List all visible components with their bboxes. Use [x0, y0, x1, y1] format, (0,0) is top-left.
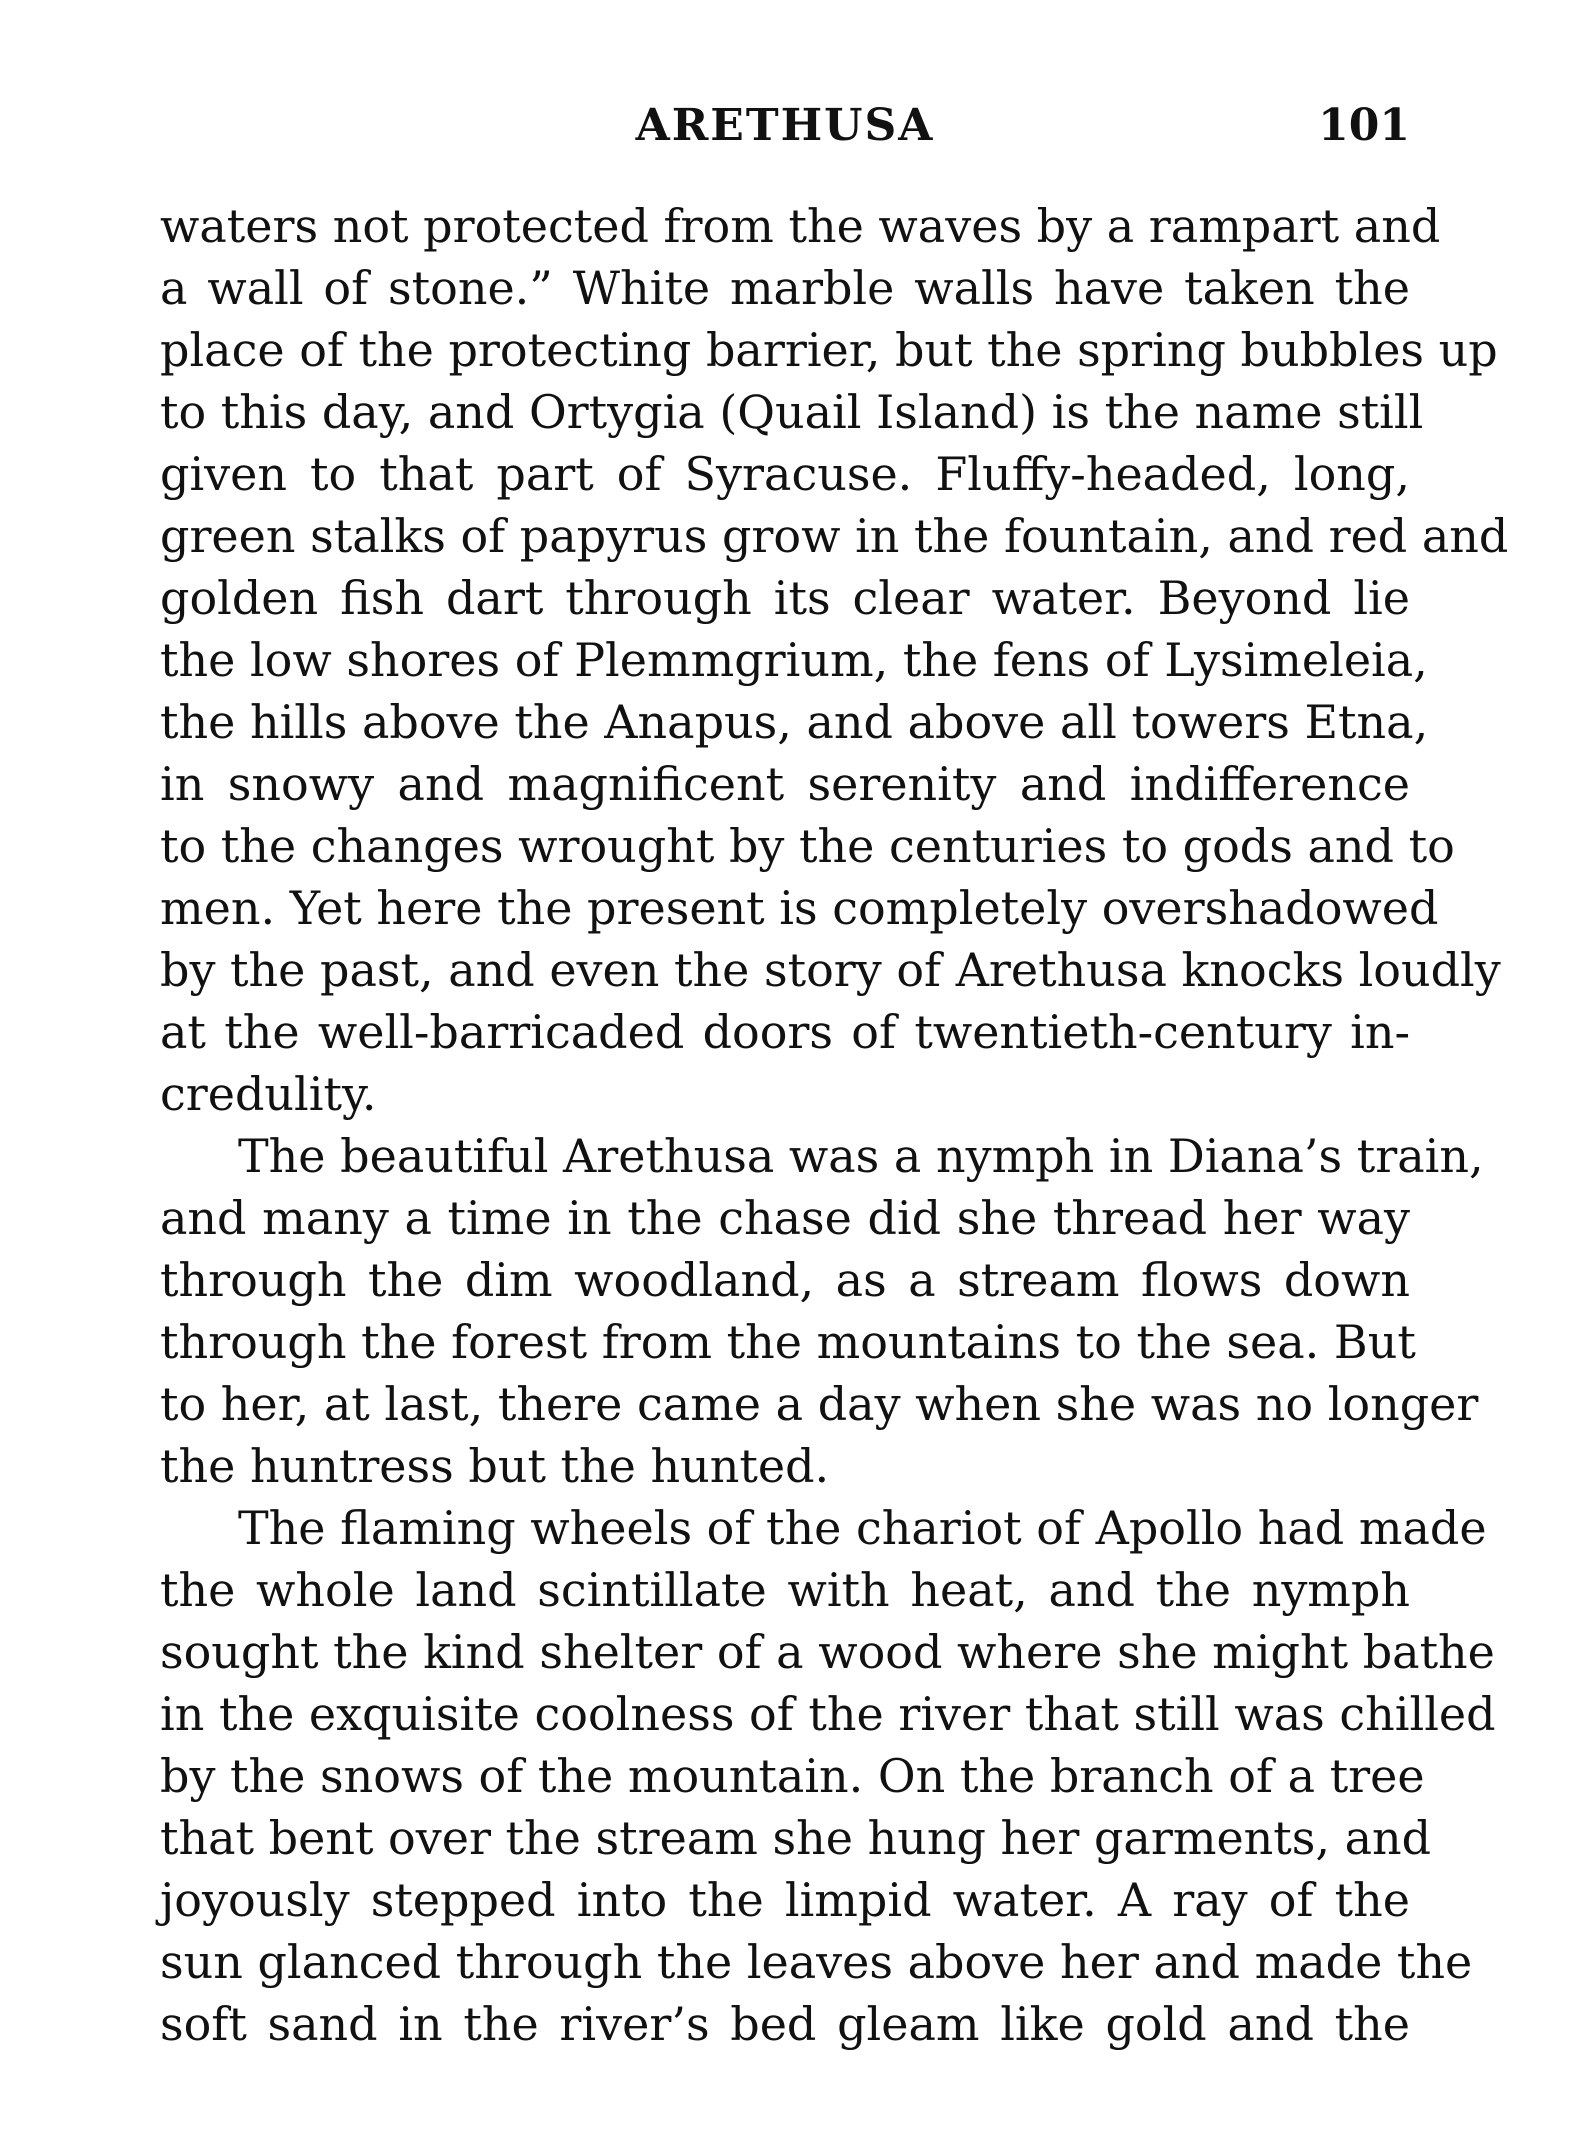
text-line: to her, at last, there came a day when she was no longer — [160, 1377, 1479, 1431]
text-line: soft sand in the river’s bed gleam like gold and the — [160, 1997, 1410, 2051]
running-title: ARETHUSA — [635, 100, 935, 151]
running-head — [160, 100, 1410, 160]
paragraph — [160, 1125, 1484, 1497]
text-line: The flaming wheels of the chariot of Apollo had made — [238, 1501, 1487, 1555]
text-line: through the dim woodland, as a stream flows down — [160, 1253, 1410, 1307]
text-line: credulity. — [160, 1067, 377, 1121]
text-line: The beautiful Arethusa was a nymph in Diana’s train, — [238, 1129, 1484, 1183]
text-line: through the forest from the mountains to the sea. But — [160, 1315, 1416, 1369]
text-line: joyously stepped into the limpid water. A ray of the — [160, 1873, 1410, 1927]
text-line: in snowy and magnificent serenity and indifference — [160, 757, 1410, 811]
text-line: at the well-barricaded doors of twentieth-century in- — [160, 1005, 1410, 1059]
page-number: 101 — [1318, 100, 1410, 151]
text-line: sun glanced through the leaves above her and made the — [160, 1935, 1473, 1989]
text-line: given to that part of Syracuse. Fluffy-headed, long, — [160, 447, 1410, 501]
text-line: the whole land scintillate with heat, and the nymph — [160, 1563, 1410, 1617]
text-line: the low shores of Plemmgrium, the fens of Lysimeleia, — [160, 633, 1428, 687]
text-line: by the past, and even the story of Arethusa knocks loudly — [160, 943, 1501, 997]
text-line: green stalks of papyrus grow in the fountain, and red and — [160, 509, 1509, 563]
text-line: a wall of stone.” White marble walls have taken the — [160, 261, 1410, 315]
paragraph — [160, 195, 1509, 1125]
text-line: place of the protecting barrier, but the spring bubbles up — [160, 323, 1498, 377]
text-line: waters not protected from the waves by a rampart and — [160, 199, 1441, 253]
text-line: in the exquisite coolness of the river that still was chilled — [160, 1687, 1496, 1741]
body-text — [160, 195, 1509, 2055]
text-line: by the snows of the mountain. On the branch of a tree — [160, 1749, 1425, 1803]
text-line: the huntress but the hunted. — [160, 1439, 830, 1493]
text-line: sought the kind shelter of a wood where she might bathe — [160, 1625, 1495, 1679]
paragraph — [160, 1497, 1496, 2055]
text-line: that bent over the stream she hung her garments, and — [160, 1811, 1432, 1865]
text-line: and many a time in the chase did she thread her way — [160, 1191, 1410, 1245]
text-line: to this day, and Ortygia (Quail Island) is the name still — [160, 385, 1424, 439]
text-line: golden fish dart through its clear water. Beyond lie — [160, 571, 1410, 625]
text-line: to the changes wrought by the centuries to gods and to — [160, 819, 1455, 873]
text-line: the hills above the Anapus, and above all towers Etna, — [160, 695, 1429, 749]
text-line: men. Yet here the present is completely overshadowed — [160, 881, 1439, 935]
